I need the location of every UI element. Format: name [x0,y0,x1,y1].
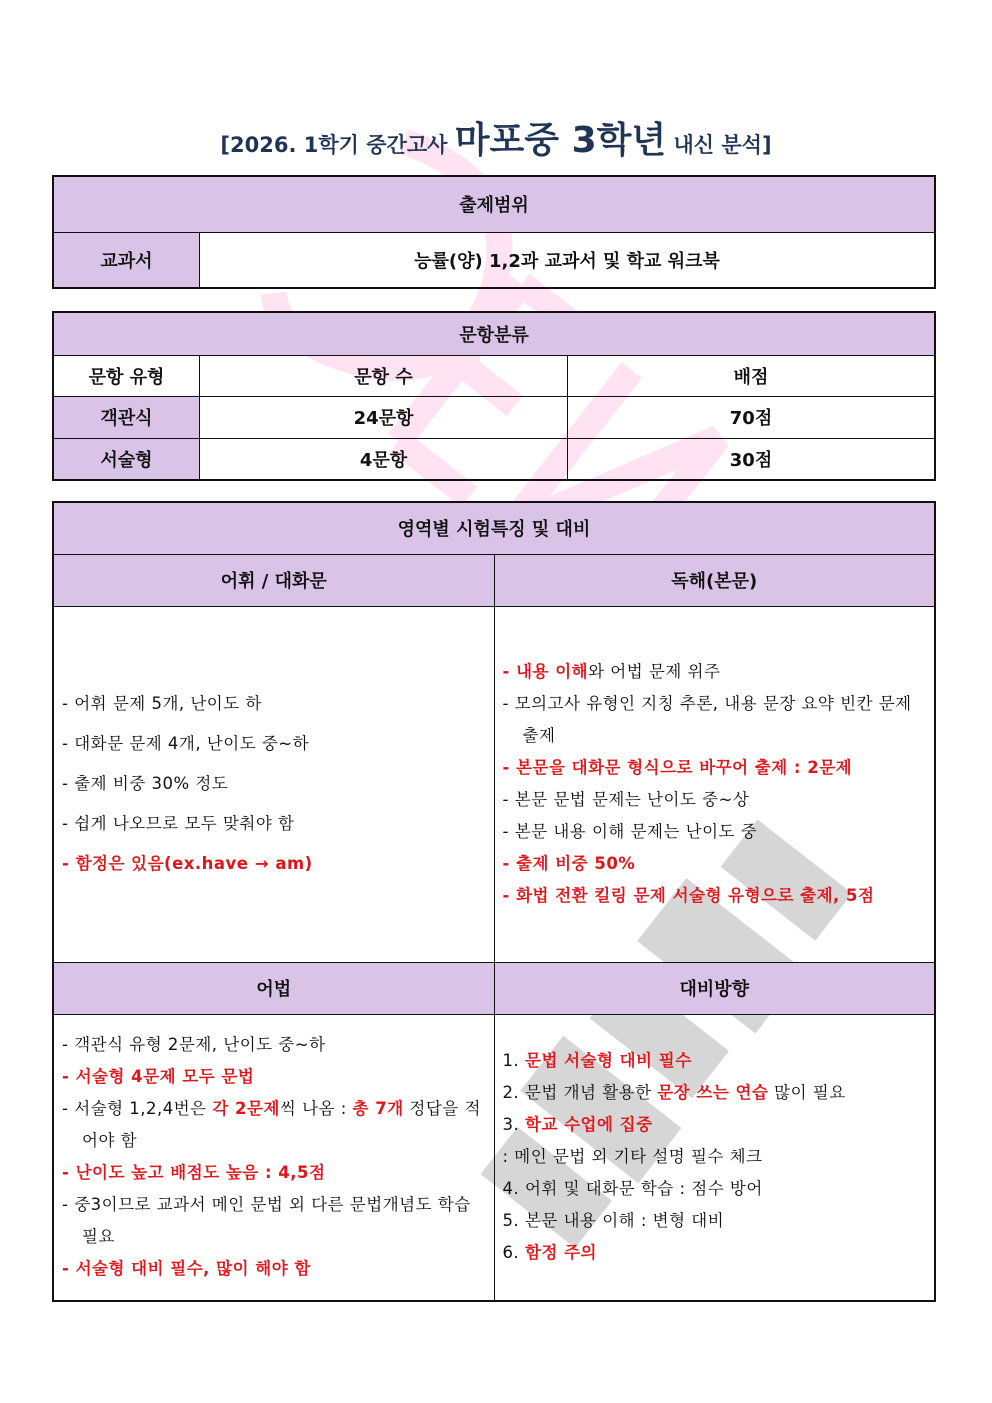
grammar-content [53,1014,494,1301]
grammar-section-title: 어법 [53,962,494,1014]
content-line [62,724,486,764]
content-line [503,1109,927,1141]
line-text: 각 2문제 [212,1099,280,1119]
score-value: 30점 [568,438,936,480]
reading-content [494,606,935,962]
content-line [503,1237,927,1269]
reading-section-title: 독해(본문) [494,554,935,606]
line-text: - 서술형 4문제 모두 문법 [62,1067,255,1087]
row-label: 객관식 [53,396,200,438]
line-text: - 서술형 대비 필수, 많이 해야 함 [62,1259,311,1279]
line-text: 2. 문법 개념 활용한 [502,1083,658,1103]
content-line [503,784,927,816]
content-line [503,656,927,688]
content-line [503,752,927,784]
content-line [62,684,486,724]
line-text: - 서술형 1,2,4번은 [62,1099,213,1119]
line-text: - 객관식 유형 2문제, 난이도 중~하 [62,1035,326,1055]
column-header: 배점 [568,355,936,396]
line-text: - 중3이므로 교과서 메인 문법 외 다른 문법개념도 학습 필요 [62,1195,471,1247]
content-line [503,1077,927,1109]
vocab-content [53,606,494,962]
line-text: - 모의고사 유형인 지칭 추론, 내용 문장 요약 빈칸 문제 출제 [502,694,912,745]
content-line [62,1061,486,1093]
features-header: 영역별 시험특징 및 대비 [53,502,935,554]
line-text: - 대화문 문제 4개, 난이도 중~하 [62,734,310,753]
line-text: - 쉽게 나오므로 모두 맞춰야 함 [62,814,295,833]
score-value: 70점 [568,396,936,438]
scope-header: 출제범위 [53,176,935,232]
line-text: - 어휘 문제 5개, 난이도 하 [62,694,262,713]
line-text: 3. [502,1115,525,1135]
line-text: 많이 필요 [768,1083,846,1103]
content-line [503,1173,927,1205]
column-header: 문항 수 [200,355,568,396]
line-text: 정답을 적어야 함 [82,1099,481,1151]
row-label: 서술형 [53,438,200,480]
line-text: 함정 주의 [525,1243,598,1263]
content-line [62,1189,486,1253]
content-line [62,1093,486,1157]
content-line [62,764,486,804]
content-line [503,1045,927,1077]
line-text: - 본문 문법 문제는 난이도 중~상 [502,790,750,809]
line-text: 1. [502,1051,525,1071]
vocab-section-title: 어휘 / 대화문 [53,554,494,606]
content-line [503,848,927,880]
content-line [62,1253,486,1285]
scope-label: 교과서 [53,232,200,288]
line-text: 5. 본문 내용 이해 : 변형 대비 [502,1211,725,1231]
scope-table [52,175,936,289]
line-text: 총 7개 [352,1099,404,1119]
line-text: : 메인 문법 외 기타 설명 필수 체크 [502,1147,763,1167]
classification-table [52,311,936,481]
line-text: 학교 수업에 집중 [525,1115,653,1135]
school-grade-title: 마포중 3학년 [454,120,667,161]
line-text: - 함정은 있음(ex.have → am) [62,854,313,873]
classification-header: 문항분류 [53,312,935,355]
line-text: 씩 나옴 : [279,1099,353,1119]
scope-value: 능률(양) 1,2과 교과서 및 학교 워크북 [200,232,936,288]
content-line [62,844,486,884]
question-count: 24문항 [200,396,568,438]
features-table [52,501,936,1302]
column-header: 문항 유형 [53,355,200,396]
line-text: 6. [502,1243,525,1263]
line-text: 4. 어휘 및 대화문 학습 : 점수 방어 [502,1179,763,1199]
question-count: 4문항 [200,438,568,480]
content-line [62,804,486,844]
content-line [503,880,927,912]
line-text: - 본문을 대화문 형식으로 바꾸어 출제 : 2문제 [502,758,853,777]
line-text: - 출제 비중 30% 정도 [62,774,229,793]
content-line [62,1157,486,1189]
content-line [503,1205,927,1237]
line-text: - 난이도 높고 배점도 높음 : 4,5점 [62,1163,326,1183]
line-text: 와 어법 문제 위주 [588,662,721,681]
line-text: 문법 서술형 대비 필수 [525,1051,692,1071]
page-title: [2026. 1학기 중간고사 마포중 3학년 내신 분석] [220,120,772,161]
content-line [503,816,927,848]
line-text: - 본문 내용 이해 문제는 난이도 중 [502,822,758,841]
line-text: - 출제 비중 50% [502,854,636,873]
content-line [62,1029,486,1061]
content-line [503,1141,927,1173]
content-line [503,688,927,752]
line-text: 문장 쓰는 연습 [657,1083,769,1103]
line-text: - 화법 전환 킬링 문제 서술형 유형으로 출제, 5점 [502,886,875,905]
line-text: - 내용 이해 [502,662,589,681]
strategy-content [494,1014,935,1301]
strategy-section-title: 대비방향 [494,962,935,1014]
